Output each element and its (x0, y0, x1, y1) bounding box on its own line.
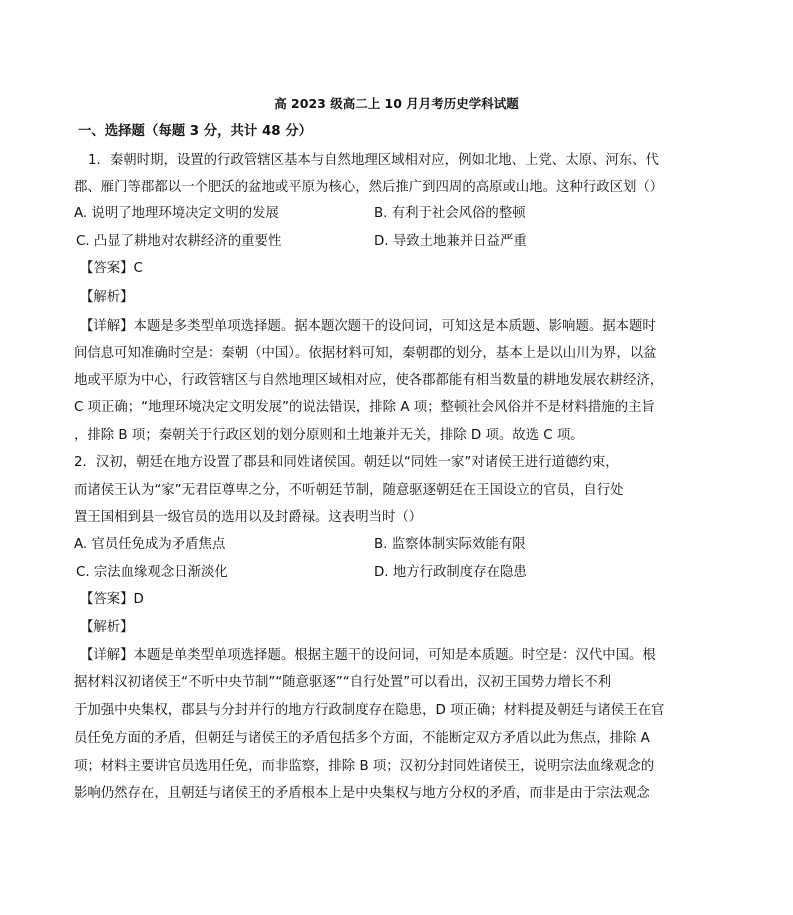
q2-detail-line-1: 【详解】本题是单类型单项选择题。根据主题干的设问词，可知是本质题。时空是：汉代中国。根 (80, 648, 656, 663)
q2-detail-line-3: 于加强中央集权，郡县与分封并行的地方行政制度存在隐患，D 项正确；材料提及朝廷与诸侯王在官 (74, 703, 665, 718)
q1-detail-line-3: 地或平原为中心，行政管辖区与自然地理区域相对应，使各郡都能有相当数量的耕地发展农耕经济， (74, 373, 664, 388)
q2-detail-line-5: 项；材料主要讲官员选用任免，而非监察，排除 B 项；汉初分封同姓诸侯王，说明宗法血缘观念的 (74, 759, 655, 774)
q1-option-b: B. 有利于社会风俗的整顿 (374, 206, 526, 221)
q1-analysis-label: 【解析】 (80, 290, 134, 305)
q1-stem-line-1: 1．秦朝时期，设置的行政管辖区基本与自然地理区域相对应，例如北地、上党、太原、河东、代 (88, 153, 659, 168)
q1-answer: 【答案】C (80, 261, 143, 276)
q2-detail-line-4: 员任免方面的矛盾，但朝廷与诸侯王的矛盾包括多个方面，不能断定双方矛盾以此为焦点，排除 A (74, 731, 650, 746)
q1-option-a: A. 说明了地理环境决定文明的发展 (74, 206, 279, 221)
q2-detail-line-2: 据材料汉初诸侯王“不听中央节制”“随意驱逐”“自行处置”可以看出，汉初王国势力增长不利 (74, 675, 612, 690)
q1-detail-line-5: ，排除 B 项；秦朝关于行政区划的划分原则和土地兼并无关，排除 D 项。故选 C 项。 (74, 428, 584, 443)
q2-option-c: C. 宗法血缘观念日渐淡化 (76, 565, 228, 580)
q2-option-a: A. 官员任免成为矛盾焦点 (74, 537, 226, 552)
q2-answer: 【答案】D (80, 592, 144, 607)
q2-option-b: B. 监察体制实际效能有限 (374, 537, 526, 552)
q1-detail-line-1: 【详解】本题是多类型单项选择题。据本题次题干的设问词，可知这是本质题、影响题。据本题时 (80, 319, 656, 334)
q2-option-d: D. 地方行政制度存在隐患 (374, 565, 527, 580)
q1-detail-line-4: C 项正确；“地理环境决定文明发展”的说法错误，排除 A 项；整顿社会风俗并不是材料措施的主旨 (74, 400, 655, 415)
q2-stem-line-2: 而诸侯王认为“家”无君臣尊卑之分，不听朝廷节制，随意驱逐朝廷在王国设立的官员，自行处 (74, 483, 624, 498)
page-title: 高 2023 级高二上 10 月月考历史学科试题 (274, 96, 519, 111)
section-heading: 一、选择题（每题 3 分，共计 48 分） (78, 124, 313, 139)
q2-stem-line-3: 置王国相到县一级官员的选用以及封爵禄。这表明当时（） (74, 510, 423, 525)
q2-stem-line-1: 2．汉初，朝廷在地方设置了郡县和同姓诸侯国。朝廷以“同姓一家”对诸侯王进行道德约束， (74, 455, 619, 470)
q1-option-c: C. 凸显了耕地对农耕经济的重要性 (76, 234, 282, 249)
q2-analysis-label: 【解析】 (80, 620, 134, 635)
q1-option-d: D. 导致土地兼并日益严重 (374, 234, 527, 249)
q2-detail-line-6: 影响仍然存在，且朝廷与诸侯王的矛盾根本上是中央集权与地方分权的矛盾，而非是由于宗法观念 (74, 786, 650, 801)
q1-detail-line-2: 间信息可知准确时空是：秦朝（中国）。依据材料可知，秦朝郡的划分，基本上是以山川为界，以盆 (74, 346, 657, 361)
q1-stem-line-2: 郡、雁门等郡都以一个肥沃的盆地或平原为核心，然后推广到四周的高原或山地。这种行政区划（） (74, 180, 664, 195)
